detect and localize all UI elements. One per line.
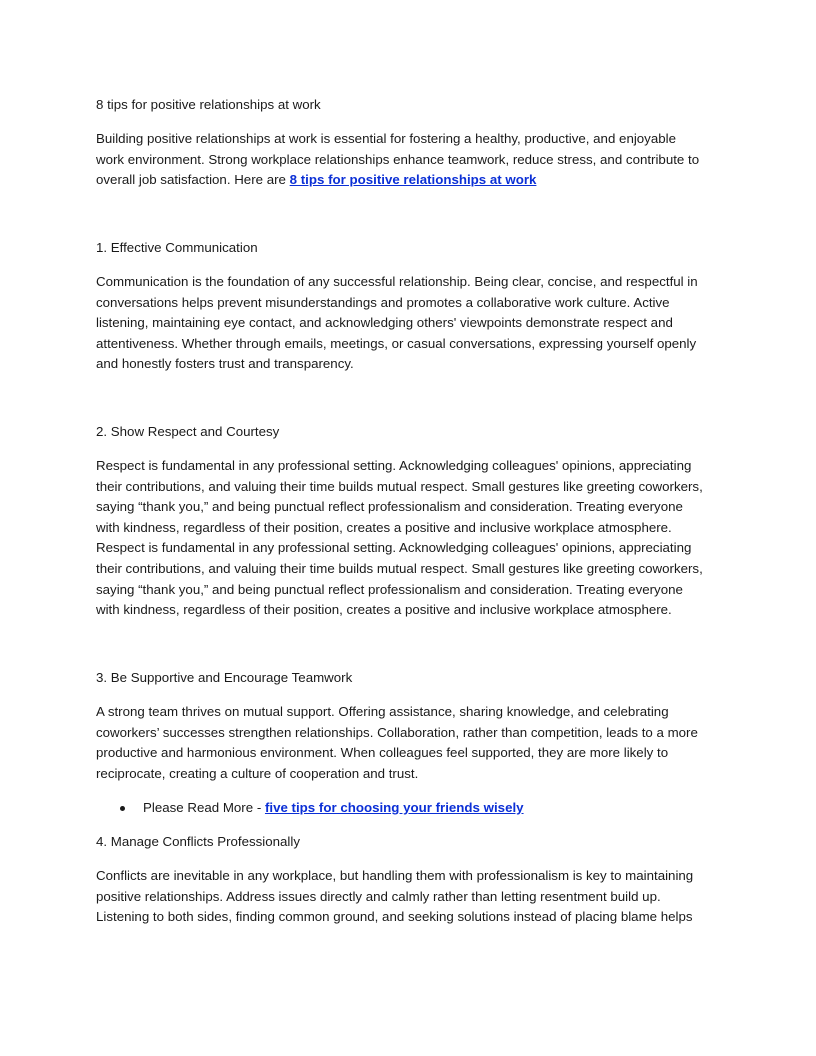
section-heading: 1. Effective Communication [96,240,258,255]
bullet-icon [120,806,125,811]
section-heading: 4. Manage Conflicts Professionally [96,834,300,849]
section-paragraph: Communication is the foundation of any successful relationship. Being clear, concise, and respectful in conversations helps prevent misunderstandings and promotes a collaborative work culture. Active listening, maintaining eye contact, and acknowledging others' viewpoints demonstrate respect and attentiveness. Whether through emails, meetings, or casual conversations, expressing yourself openly and honestly fosters trust and transparency. [96,274,698,372]
section-paragraph: Respect is fundamental in any professional setting. Acknowledging colleagues' opinions, appreciating their contributions, and valuing their time builds mutual respect. Small gestures like greeting coworkers, saying “thank you,” and being punctual reflect professionalism and consideration. Treating everyone with kindness, regardless of their position, creates a positive and inclusive workplace atmosphere. Respect is fundamental in any professional setting. Acknowledging colleagues' opinions, appreciating their contributions, and valuing their time builds mutual respect. Small gestures like greeting coworkers, saying “thank you,” and being punctual reflect professionalism and consideration. Treating everyone with kindness, regardless of their position, creates a positive and inclusive workplace atmosphere. [96,458,703,618]
section-paragraph: A strong team thrives on mutual support. Offering assistance, sharing knowledge, and celebrating coworkers’ successes strengthen relationships. Collaboration, rather than competition, leads to a more productive and harmonious environment. When colleagues feel supported, they are more likely to reciprocate, creating a culture of cooperation and trust. [96,704,698,781]
read-more-bullet: Please Read More - five tips for choosing your friends wisely [120,798,524,819]
section-heading: 2. Show Respect and Courtesy [96,424,280,439]
intro-link[interactable]: 8 tips for positive relationships at work [289,172,537,188]
intro-paragraph: Building positive relationships at work is essential for fostering a healthy, productive, and enjoyable work environment. Strong workplace relationships enhance teamwork, reduce stress, and contribute to overall job satisfaction. Here are 8 tips for positive relationships at work [96,131,700,188]
section-heading: 3. Be Supportive and Encourage Teamwork [96,670,353,685]
read-more-link[interactable]: five tips for choosing your friends wisely [264,800,524,815]
section-paragraph: Conflicts are inevitable in any workplace, but handling them with professionalism is key to maintaining positive relationships. Address issues directly and calmly rather than letting resentment build up. Listening to both sides, finding common ground, and seeking solutions instead of placing blame helps [96,868,694,925]
document-title: 8 tips for positive relationships at work [96,97,321,112]
